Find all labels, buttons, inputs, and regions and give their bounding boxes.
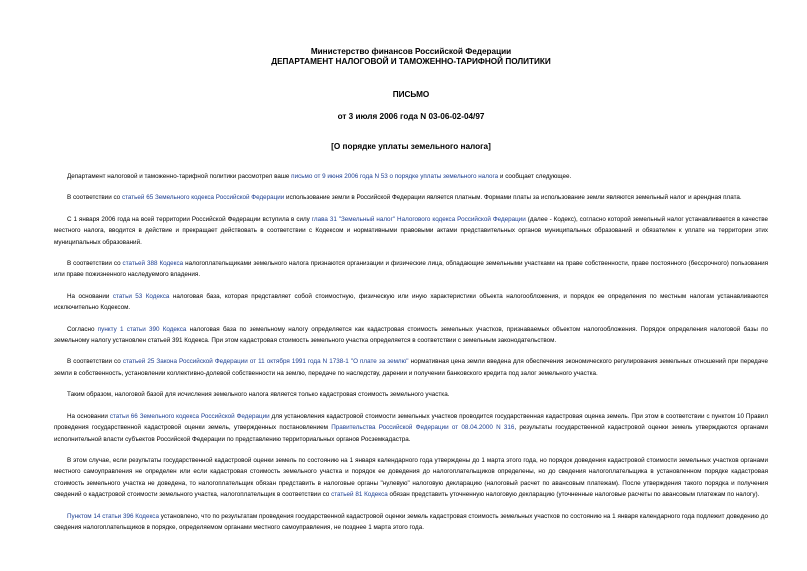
paragraph [54, 356, 768, 379]
paragraph [54, 214, 768, 248]
paragraph-text: и сообщает следующее. [498, 173, 572, 180]
document-date-number: от 3 июля 2006 года N 03-06-02-04/97 [337, 112, 485, 121]
paragraph-text: В соответствии со [67, 194, 122, 202]
document-link[interactable]: Пунктом 14 статьи 396 Кодекса [67, 512, 159, 520]
paragraph [54, 324, 768, 347]
document-subject: [О порядке уплаты земельного налога] [331, 142, 491, 151]
document-link[interactable]: статьей 388 Кодекса [122, 260, 184, 268]
paragraph-text: налоговая база, которая представляет собой стоимостную, физическую или иную характеристики объекта налогообложения, и порядок ее определения по местным налогам устанавливаются исключительно Кодексом. [54, 292, 768, 312]
document-link[interactable]: глава 31 "Земельный налог" Налогового кодекса Российской Федерации [311, 215, 526, 223]
paragraph-text: Департамент налоговой и таможенно-тарифной политики рассмотрел ваше [67, 173, 292, 180]
department-name: ДЕПАРТАМЕНТ НАЛОГОВОЙ И ТАМОЖЕННО-ТАРИФНОЙ ПОЛИТИКИ [271, 57, 551, 66]
paragraph [54, 511, 768, 534]
paragraph-text: На основании [67, 412, 110, 420]
paragraph-text: В этом случае, если результаты государственной кадастровой оценки земель по состоянию на 1 января календарного года утверждены до 1 марта этого года, но порядок доведения кадастровой стоимости земельных участков органами местного самоуправления не определен или если кадастровая стоимость земельного участка и порядок ее доведения до налогоплательщиков определены, но до сведения налогоплательщика в установленном порядке кадастровая стоимость земельного участка не доведена, то налогоплательщик обязан представить в налоговые органы "нулевую" налоговую декларацию (налоговый расчет по авансовым платежам). После утверждения такого порядка и получения сведений о кадастровой стоимости земельного участка, налогоплательщик в соответствии со [54, 456, 768, 499]
paragraph-text: Согласно [67, 325, 98, 333]
paragraph-text: Таким образом, налоговой базой для исчисления земельного налога является только кадастровая стоимость земельного участка. [67, 391, 450, 399]
paragraph [54, 411, 768, 445]
paragraph [54, 192, 768, 203]
document-header [54, 0, 768, 152]
document-link[interactable]: пункту 1 статьи 390 Кодекса [97, 325, 187, 333]
paragraph-text: В соответствии со [67, 260, 123, 268]
document-link[interactable]: Правительства Российской Федерации от 08.04.2000 N 316 [331, 424, 515, 432]
paragraph-text: использование земли в Российской Федерации является платным. Формами платы за использование земли являются земельный налог и арендная плата. [284, 194, 742, 202]
paragraph [54, 455, 768, 501]
document-link[interactable]: статьей 25 Закона Российской Федерации от 11 октября 1991 года N 1738-1 "О плате за землю" [122, 358, 409, 366]
ministry-name: Министерство финансов Российской Федерации [310, 47, 512, 56]
paragraph-text: нормативная цена земли введена для обеспечения экономического регулирования земельных отношений при передаче земли в собственность, установлении коллективно-долевой собственности на землю, передаче по наследству, дарении и получении банковского кредита под залог земельного участка. [54, 358, 769, 377]
paragraph-text: , результаты государственной кадастровой оценки земель утверждаются органами исполнительной власти субъектов Российской Федерации по представлению территориальных органов Росземкадастра. [54, 424, 768, 443]
paragraph-text: В соответствии со [67, 358, 123, 366]
document-link[interactable]: статьей 81 Кодекса [331, 491, 388, 499]
paragraph [54, 291, 768, 314]
paragraph-text: налоговая база по земельному налогу определяется как кадастровая стоимость земельных участков, признаваемых объектом налогообложения. Порядок определения налоговой базы по земельному налогу установлен статьей 391 Кодекса. При этом кадастровая стоимость земельного участка определяется в соответствии с земельным законодательством. [54, 325, 769, 345]
paragraph [54, 258, 768, 281]
paragraph [54, 171, 768, 182]
paragraph-text: налогоплательщиками земельного налога признаются организации и физические лица, обладающие земельными участками на праве собственности, праве постоянного (бессрочного) пользования или праве пожизненного наследуемого владения. [54, 260, 769, 279]
document-body [54, 171, 768, 533]
document-link[interactable]: письмо от 9 июня 2006 года N 53 о порядке уплаты земельного налога [291, 173, 499, 180]
paragraph-text: обязан представить уточненную налоговую декларацию (уточненные налоговые расчеты по авансовым платежам по налогу). [387, 491, 760, 499]
document-type: ПИСЬМО [392, 90, 430, 99]
document-link[interactable]: статьи 53 Кодекса [112, 292, 170, 300]
paragraph-text: На основании [67, 292, 113, 300]
paragraph-text: (далее - Кодекс), согласно которой земельный налог устанавливается в качестве местного налога, вводится в действие и прекращает действовать в соответствии с Кодексом и нормативными правовыми актами представительных органов муниципальных образований и обязателен к уплате на территории этих муниципальных образований. [54, 215, 768, 246]
document-link[interactable]: статьи 66 Земельного кодекса Российской Федерации [109, 412, 270, 420]
paragraph-text: установлено, что по результатам проведения государственной кадастровой оценки земель кадастровая стоимость земельных участков по состоянию на 1 января календарного года подлежит доведению до сведения налогоплательщиков в порядке, определяемом органами местного самоуправления, не позднее 1 марта этого года. [54, 512, 768, 531]
paragraph [54, 389, 768, 400]
paragraph-text: для установления кадастровой стоимости земельных участков проводится государственная кадастровая оценка земель. При этом в соответствии с пунктом 10 Правил проведения государственной кадастровой оценки земель, утвержденных постановлением [54, 412, 768, 432]
document-link[interactable]: статьей 65 Земельного кодекса Российской Федерации [121, 194, 285, 202]
paragraph-text: С 1 января 2006 года на всей территории Российской Федерации вступила в силу [67, 215, 312, 223]
